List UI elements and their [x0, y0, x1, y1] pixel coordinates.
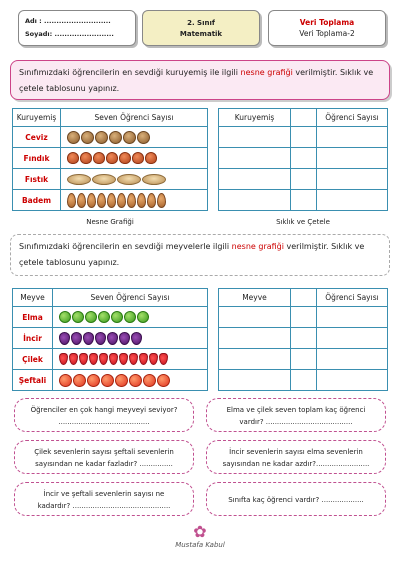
- name-field[interactable]: ...........................: [44, 17, 111, 25]
- question-box[interactable]: [14, 482, 194, 516]
- almond-icon: [137, 193, 146, 208]
- question-line: Elma ve çilek seven toplam kaç öğrenci: [226, 406, 366, 414]
- table-cell[interactable]: [219, 349, 291, 370]
- surname-field[interactable]: ........................: [54, 30, 114, 38]
- table-cell[interactable]: [219, 190, 291, 211]
- subject-label: Matematik: [179, 30, 223, 38]
- apple-icon: [111, 311, 123, 323]
- peach-icon: [59, 374, 72, 387]
- strawberry-icon: [159, 353, 168, 365]
- apple-icon: [72, 311, 84, 323]
- fruit-row-label: Çilek: [13, 349, 53, 370]
- author-signature: Mustafa Kabul: [175, 541, 225, 549]
- pistachio-icon: [117, 174, 141, 185]
- fruit-table-col1-header: Meyve: [219, 289, 291, 307]
- nuts-row-icons: [61, 148, 208, 169]
- peach-icon: [143, 374, 156, 387]
- question-line: Çilek sevenlerin sayısı şeftali sevenlerin: [34, 448, 174, 456]
- walnut-icon: [95, 131, 108, 144]
- strawberry-icon: [59, 353, 68, 365]
- strawberry-icon: [79, 353, 88, 365]
- peach-icon: [157, 374, 170, 387]
- nuts-row-label: Badem: [13, 190, 61, 211]
- question-1-banner: [10, 60, 390, 100]
- fig-icon: [71, 332, 82, 345]
- q1-highlight: nesne grafiği: [240, 68, 293, 77]
- fruit-row-label: İncir: [13, 328, 53, 349]
- fig-icon: [119, 332, 130, 345]
- question-box[interactable]: [14, 440, 194, 474]
- topic-label: Veri Toplama: [299, 18, 355, 27]
- table-cell[interactable]: [291, 349, 317, 370]
- peach-icon: [73, 374, 86, 387]
- strawberry-icon: [89, 353, 98, 365]
- walnut-icon: [67, 131, 80, 144]
- fig-icon: [83, 332, 94, 345]
- walnut-icon: [123, 131, 136, 144]
- table-cell[interactable]: [219, 328, 291, 349]
- nuts-col2-header: Seven Öğrenci Sayısı: [61, 109, 208, 127]
- q2-highlight: nesne grafiği: [231, 242, 284, 251]
- table-cell[interactable]: [317, 370, 388, 391]
- fruit-row-icons: [53, 307, 208, 328]
- strawberry-icon: [129, 353, 138, 365]
- apple-icon: [124, 311, 136, 323]
- question-box[interactable]: [206, 440, 386, 474]
- strawberry-icon: [139, 353, 148, 365]
- almond-icon: [147, 193, 156, 208]
- nuts-row-icons: [61, 127, 208, 148]
- peach-icon: [101, 374, 114, 387]
- table-cell[interactable]: [317, 148, 388, 169]
- table-cell[interactable]: [291, 190, 317, 211]
- surname-label: Soyadı:: [25, 30, 53, 38]
- q1-text: Sınıfımızdaki öğrencilerin en sevdiği kuruyemiş ile ilgili: [19, 68, 241, 77]
- almond-icon: [107, 193, 116, 208]
- walnut-icon: [81, 131, 94, 144]
- nuts-row-icons: [61, 169, 208, 190]
- q1-text-end: verilmiştir. Sıklık ve çetele tablosunu yapınız.: [19, 68, 374, 93]
- table-cell[interactable]: [291, 127, 317, 148]
- strawberry-icon: [99, 353, 108, 365]
- answer-line[interactable]: .........................................: [58, 418, 150, 426]
- footer-signature: [150, 522, 250, 549]
- question-box[interactable]: [206, 398, 386, 432]
- nuts-row-icons: [61, 190, 208, 211]
- strawberry-icon: [119, 353, 128, 365]
- hazelnut-icon: [132, 152, 144, 164]
- hazelnut-icon: [106, 152, 118, 164]
- q2-text-end: verilmiştir. Sıklık ve çetele tablosunu yapınız.: [19, 242, 365, 267]
- table-cell[interactable]: [219, 169, 291, 190]
- nuts-table-col2-header: Öğrenci Sayısı: [317, 109, 388, 127]
- almond-icon: [67, 193, 76, 208]
- name-label: Adı :: [25, 17, 42, 25]
- almond-icon: [87, 193, 96, 208]
- almond-icon: [157, 193, 166, 208]
- fruit-table-tally-header: [291, 289, 317, 307]
- hazelnut-icon: [80, 152, 92, 164]
- flower-logo-icon: ✿: [193, 522, 207, 541]
- name-box: [18, 10, 136, 46]
- fruit-row-icons: [53, 328, 208, 349]
- strawberry-icon: [109, 353, 118, 365]
- subtopic-label: Veri Toplama-2: [299, 29, 355, 38]
- pistachio-icon: [92, 174, 116, 185]
- walnut-icon: [109, 131, 122, 144]
- nuts-tally-table: [218, 108, 388, 211]
- question-line: İncir sevenlerin sayısı elma sevenlerin: [229, 448, 363, 456]
- hazelnut-icon: [145, 152, 157, 164]
- pistachio-icon: [142, 174, 166, 185]
- fruit-col2-header: Seven Öğrenci Sayısı: [53, 289, 208, 307]
- grade-label: 2. Sınıf: [187, 19, 215, 27]
- nuts-table-col1-header: Kuruyemiş: [219, 109, 291, 127]
- peach-icon: [115, 374, 128, 387]
- table-cell[interactable]: [291, 148, 317, 169]
- nuts-row-label: Fıstık: [13, 169, 61, 190]
- table-cell[interactable]: [219, 148, 291, 169]
- fruit-col1-header: Meyve: [13, 289, 53, 307]
- table-cell[interactable]: [317, 127, 388, 148]
- answer-line[interactable]: sayısından ne kadar azdır?........................: [222, 460, 370, 468]
- almond-icon: [127, 193, 136, 208]
- fig-icon: [95, 332, 106, 345]
- grade-box: [142, 10, 260, 46]
- table-cell[interactable]: [317, 349, 388, 370]
- hazelnut-icon: [93, 152, 105, 164]
- apple-icon: [85, 311, 97, 323]
- pistachio-icon: [67, 174, 91, 185]
- topic-box: [268, 10, 386, 46]
- q2-text: Sınıfımızdaki öğrencilerin en sevdiği meyvelerle ilgili: [19, 242, 232, 251]
- walnut-icon: [137, 131, 150, 144]
- table-cell[interactable]: [219, 127, 291, 148]
- answer-line[interactable]: sayısından ne kadar fazladır? ...............: [35, 460, 173, 468]
- peach-icon: [129, 374, 142, 387]
- apple-icon: [137, 311, 149, 323]
- question-box[interactable]: [14, 398, 194, 432]
- nuts-table-caption: Sıklık ve Çetele: [276, 218, 330, 226]
- fruit-object-graph: [12, 288, 208, 391]
- strawberry-icon: [69, 353, 78, 365]
- table-cell[interactable]: [317, 307, 388, 328]
- table-cell[interactable]: [291, 328, 317, 349]
- table-cell[interactable]: [219, 307, 291, 328]
- hazelnut-icon: [119, 152, 131, 164]
- question-line: İncir ve şeftali sevenlerin sayısı ne: [43, 490, 165, 498]
- table-cell[interactable]: [291, 370, 317, 391]
- fruit-row-label: Elma: [13, 307, 53, 328]
- question-box[interactable]: [206, 482, 386, 516]
- nuts-row-label: Ceviz: [13, 127, 61, 148]
- nuts-row-label: Fındık: [13, 148, 61, 169]
- hazelnut-icon: [67, 152, 79, 164]
- apple-icon: [59, 311, 71, 323]
- table-cell[interactable]: [291, 169, 317, 190]
- answer-line[interactable]: vardır? .......................................: [239, 418, 353, 426]
- answer-line[interactable]: kadardır? ............................................: [37, 502, 171, 510]
- nuts-col1-header: Kuruyemiş: [13, 109, 61, 127]
- nuts-object-graph: [12, 108, 208, 211]
- fig-icon: [59, 332, 70, 345]
- almond-icon: [77, 193, 86, 208]
- table-cell[interactable]: [317, 169, 388, 190]
- fig-icon: [107, 332, 118, 345]
- fruit-row-icons: [53, 349, 208, 370]
- apple-icon: [98, 311, 110, 323]
- fruit-row-icons: [53, 370, 208, 391]
- fruit-row-label: Şeftali: [13, 370, 53, 391]
- question-2-banner: [10, 234, 390, 276]
- fruit-table-col2-header: Öğrenci Sayısı: [317, 289, 388, 307]
- table-cell[interactable]: [317, 328, 388, 349]
- strawberry-icon: [149, 353, 158, 365]
- question-line: Öğrenciler en çok hangi meyveyi seviyor?: [30, 406, 178, 414]
- fruit-tally-table: [218, 288, 388, 391]
- table-cell[interactable]: [317, 190, 388, 211]
- peach-icon: [87, 374, 100, 387]
- nuts-table-tally-header: [291, 109, 317, 127]
- question-line: Sınıfta kaç öğrenci vardır? ...................: [228, 496, 364, 504]
- fig-icon: [131, 332, 142, 345]
- almond-icon: [97, 193, 106, 208]
- almond-icon: [117, 193, 126, 208]
- table-cell[interactable]: [219, 370, 291, 391]
- nuts-graph-caption: Nesne Grafiği: [86, 218, 134, 226]
- table-cell[interactable]: [291, 307, 317, 328]
